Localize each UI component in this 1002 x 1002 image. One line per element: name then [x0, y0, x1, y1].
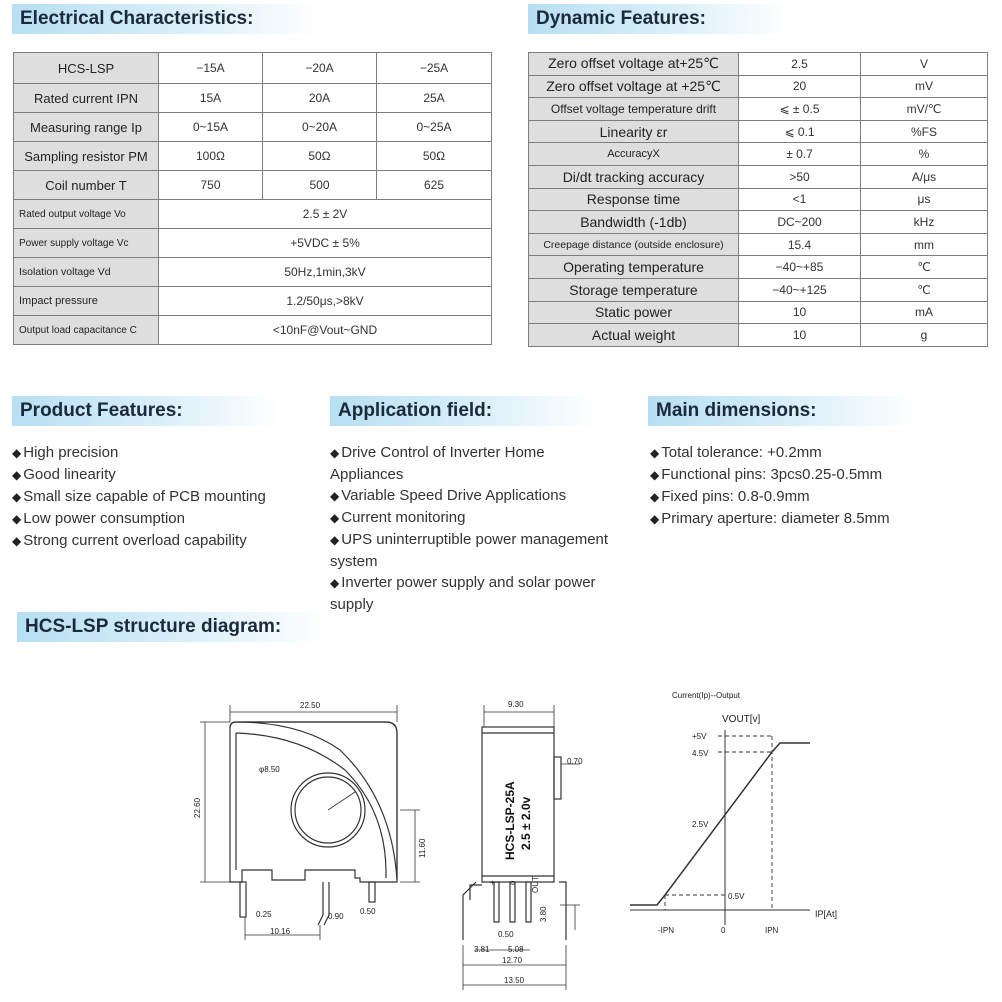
product-feature-item: ◆ Good linearity — [12, 464, 322, 486]
front-width-label: 22.50 — [300, 701, 321, 710]
dynamic-unit: V — [861, 53, 988, 76]
electrical-row-label: Impact pressure — [14, 287, 159, 316]
dynamic-value: 10 — [739, 301, 861, 324]
y-tick-4-5v: 4.5V — [692, 749, 709, 758]
dynamic-row — [529, 165, 988, 188]
electrical-cell: −15A — [159, 53, 263, 84]
electrical-row-label: Rated output voltage Vo — [14, 200, 159, 229]
electrical-cell: 0~20A — [263, 113, 377, 142]
electrical-row — [14, 258, 492, 287]
electrical-row-label: Isolation voltage Vd — [14, 258, 159, 287]
pin-spacing-label: 10.16 — [270, 927, 291, 936]
electrical-cell: +5VDC ± 5% — [159, 229, 492, 258]
aperture-label: φ8.50 — [259, 765, 280, 774]
dynamic-unit: mV — [861, 75, 988, 98]
graph-x-label: IP[At] — [815, 909, 838, 919]
pin-length-label: 3.80 — [539, 906, 548, 922]
pin-b-label: 5.08 — [508, 945, 524, 954]
electrical-cell: −25A — [377, 53, 492, 84]
dynamic-unit: kHz — [861, 211, 988, 234]
electrical-row-label: Coil number T — [14, 171, 159, 200]
dynamic-row — [529, 256, 988, 279]
dynamic-value: ⩽ 0.1 — [739, 120, 861, 143]
main-dimensions-list — [650, 442, 990, 530]
application-field-item: ◆ Inverter power supply and solar power supply — [330, 572, 620, 615]
dynamic-row — [529, 233, 988, 256]
dynamic-unit: ℃ — [861, 278, 988, 301]
dynamic-unit: g — [861, 324, 988, 347]
electrical-cell: 50Ω — [377, 142, 492, 171]
dynamic-row — [529, 301, 988, 324]
application-field-item: ◆ Current monitoring — [330, 507, 620, 529]
main-dimension-item: ◆ Total tolerance: +0.2mm — [650, 442, 990, 464]
main-dimension-item: ◆ Fixed pins: 0.8-0.9mm — [650, 486, 990, 508]
electrical-row — [14, 200, 492, 229]
dynamic-row-label: Operating temperature — [529, 256, 739, 279]
electrical-cell: 50Hz,1min,3kV — [159, 258, 492, 287]
front-view-outline — [230, 722, 397, 882]
dynamic-value: >50 — [739, 165, 861, 188]
application-field-list — [330, 442, 620, 615]
side-width-label: 9.30 — [508, 700, 524, 709]
dynamic-value: ± 0.7 — [739, 143, 861, 166]
pin-c-label: 0.50 — [498, 930, 514, 939]
main-dimensions-heading: Main dimensions: — [648, 396, 916, 426]
electrical-cell: 50Ω — [263, 142, 377, 171]
product-features-heading: Product Features: — [12, 396, 280, 426]
electrical-row — [14, 113, 492, 142]
x-tick-minus-ipn: -IPN — [658, 926, 674, 935]
electrical-row — [14, 142, 492, 171]
dynamic-value: −40~+85 — [739, 256, 861, 279]
dynamic-value: DC~200 — [739, 211, 861, 234]
y-tick-5v: +5V — [692, 732, 707, 741]
pin-a-label: 3.81 — [474, 945, 490, 954]
electrical-cell: 25A — [377, 84, 492, 113]
dynamic-row — [529, 143, 988, 166]
side-model-label: HCS-LSP-25A — [503, 781, 517, 860]
dynamic-unit: ℃ — [861, 256, 988, 279]
electrical-cell: −20A — [263, 53, 377, 84]
dynamic-row — [529, 278, 988, 301]
dynamic-unit: %FS — [861, 120, 988, 143]
electrical-cell: 0~15A — [159, 113, 263, 142]
y-tick-2-5v: 2.5V — [692, 820, 709, 829]
dynamic-row-label: Creepage distance (outside enclosure) — [529, 233, 739, 256]
electrical-cell: 625 — [377, 171, 492, 200]
product-feature-item: ◆ Strong current overload capability — [12, 530, 322, 552]
dynamic-value: 10 — [739, 324, 861, 347]
y-tick-0-5v: 0.5V — [728, 892, 745, 901]
dynamic-value: −40~+125 — [739, 278, 861, 301]
dynamic-row — [529, 75, 988, 98]
dynamic-unit: mm — [861, 233, 988, 256]
electrical-row-label: HCS-LSP — [14, 53, 159, 84]
dynamic-row-label: Offset voltage temperature drift — [529, 98, 739, 121]
electrical-cell: 500 — [263, 171, 377, 200]
dynamic-row-label: AccuracyX — [529, 143, 739, 166]
main-dimension-item: ◆ Primary aperture: diameter 8.5mm — [650, 508, 990, 530]
application-field-item: ◆ Variable Speed Drive Applications — [330, 485, 620, 507]
dynamic-value: 15.4 — [739, 233, 861, 256]
dynamic-value: <1 — [739, 188, 861, 211]
graph-y-label: VOUT[v] — [722, 714, 761, 725]
dynamic-heading: Dynamic Features: — [528, 4, 786, 34]
electrical-row-label: Rated current IPN — [14, 84, 159, 113]
product-features-list — [12, 442, 322, 552]
electrical-row — [14, 53, 492, 84]
aperture-circle — [291, 773, 365, 847]
application-field-item: ◆ UPS uninterruptible power management system — [330, 529, 620, 572]
application-field-heading: Application field: — [330, 396, 598, 426]
electrical-cell: 750 — [159, 171, 263, 200]
product-feature-item: ◆ Low power consumption — [12, 508, 322, 530]
electrical-row-label: Power supply voltage Vc — [14, 229, 159, 258]
dynamic-row-label: Di/dt tracking accuracy — [529, 165, 739, 188]
pin-mark-plus: + — [488, 880, 497, 885]
graph-title: Current(Ip)--Output — [672, 691, 741, 700]
pin-width-label: 0.25 — [256, 910, 272, 919]
electrical-row — [14, 84, 492, 113]
dynamic-row-label: Actual weight — [529, 324, 739, 347]
dynamic-row-label: Linearity εr — [529, 120, 739, 143]
dynamic-unit: μs — [861, 188, 988, 211]
dynamic-row — [529, 188, 988, 211]
dynamic-row — [529, 53, 988, 76]
dynamic-unit: mA — [861, 301, 988, 324]
electrical-table — [13, 52, 492, 345]
electrical-cell: 100Ω — [159, 142, 263, 171]
electrical-cell: 2.5 ± 2V — [159, 200, 492, 229]
electrical-heading: Electrical Characteristics: — [12, 4, 320, 34]
dynamic-row-label: Bandwidth (-1db) — [529, 211, 739, 234]
out-label: OUT — [531, 876, 540, 893]
side-voltage-label: 2.5 ± 2.0v — [519, 796, 533, 850]
dynamic-row-label: Zero offset voltage at+25℃ — [529, 53, 739, 76]
electrical-cell: 15A — [159, 84, 263, 113]
product-feature-item: ◆ Small size capable of PCB mounting — [12, 486, 322, 508]
dynamic-value: 2.5 — [739, 53, 861, 76]
dynamic-row-label: Zero offset voltage at +25℃ — [529, 75, 739, 98]
side-view-body — [482, 727, 554, 882]
electrical-row-label: Sampling resistor PM — [14, 142, 159, 171]
product-feature-item: ◆ High precision — [12, 442, 322, 464]
span-a-label: 12.70 — [502, 956, 523, 965]
application-field-item: ◆ Drive Control of Inverter Home Appliances — [330, 442, 620, 485]
main-dimension-item: ◆ Functional pins: 3pcs0.25-0.5mm — [650, 464, 990, 486]
electrical-cell: 1.2/50μs,>8kV — [159, 287, 492, 316]
dynamic-unit: A/μs — [861, 165, 988, 188]
fixed-pin-label: 0.90 — [328, 912, 344, 921]
dynamic-row-label: Static power — [529, 301, 739, 324]
output-curve — [630, 743, 810, 905]
dynamic-table — [528, 52, 988, 347]
electrical-row — [14, 287, 492, 316]
front-view-body — [236, 722, 397, 880]
electrical-row-label: Output load capacitance C — [14, 316, 159, 345]
thickness-label: 0.70 — [567, 757, 583, 766]
span-b-label: 13.50 — [504, 976, 525, 985]
electrical-row-label: Measuring range Ip — [14, 113, 159, 142]
dynamic-row — [529, 324, 988, 347]
dynamic-value: 20 — [739, 75, 861, 98]
electrical-row — [14, 171, 492, 200]
x-tick-zero: 0 — [721, 926, 726, 935]
electrical-cell: 0~25A — [377, 113, 492, 142]
dynamic-row — [529, 98, 988, 121]
dynamic-unit: mV/℃ — [861, 98, 988, 121]
dynamic-row-label: Response time — [529, 188, 739, 211]
electrical-row — [14, 316, 492, 345]
dynamic-unit: % — [861, 143, 988, 166]
edge-label: 0.50 — [360, 907, 376, 916]
dynamic-row — [529, 211, 988, 234]
dynamic-value: ⩽ ± 0.5 — [739, 98, 861, 121]
center-height-label: 11.60 — [418, 838, 427, 858]
dynamic-row — [529, 120, 988, 143]
x-tick-ipn: IPN — [765, 926, 779, 935]
electrical-cell: 20A — [263, 84, 377, 113]
front-height-label: 22.60 — [193, 797, 202, 818]
structure-diagram-heading: HCS-LSP structure diagram: — [17, 612, 325, 642]
pin-mark-circle: o — [508, 880, 517, 885]
electrical-row — [14, 229, 492, 258]
electrical-cell: <10nF@Vout~GND — [159, 316, 492, 345]
dynamic-row-label: Storage temperature — [529, 278, 739, 301]
